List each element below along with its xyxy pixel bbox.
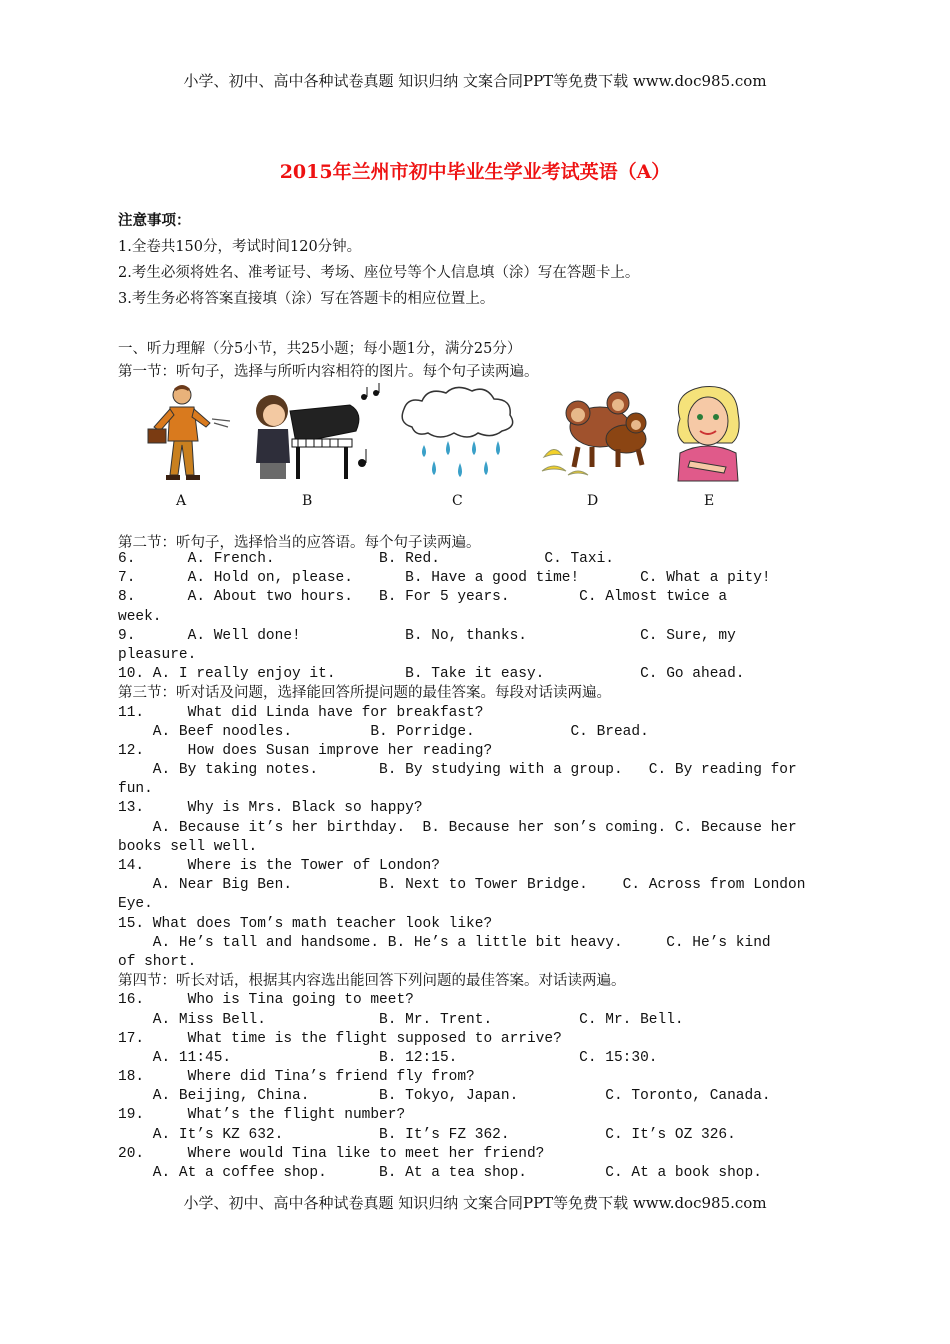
question-line: A. Because it’s her birthday. B. Because her son’s coming. C. Because her: [118, 819, 797, 836]
page-header: 小学、初中、高中各种试卷真题 知识归纳 文案合同PPT等免费下载 www.doc985.com: [183, 72, 767, 90]
question-line: A. He’s tall and handsome. B. He’s a little bit heavy. C. He’s kind: [118, 934, 771, 951]
question-line: A. Beijing, China. B. Tokyo, Japan. C. Toronto, Canada.: [118, 1088, 771, 1105]
note-item: 1.全卷共150分，考试时间120分钟。: [118, 239, 362, 255]
question-line: books sell well.: [118, 838, 258, 855]
question-line: 15. What does Tom’s math teacher look like?: [118, 915, 493, 932]
question-line: 17. What time is the flight supposed to arrive?: [118, 1030, 562, 1047]
rain-cloud-icon: [394, 383, 524, 483]
man-with-bag-icon: [140, 383, 240, 483]
question-line: A. At a coffee shop. B. At a tea shop. C. At a book shop.: [118, 1165, 762, 1181]
picture-label: B: [302, 493, 313, 509]
question-line: 19. What’s the flight number?: [118, 1107, 406, 1124]
question-line: 7. A. Hold on, please. B. Have a good time! C. What a pity!: [118, 570, 771, 587]
picture-label: E: [704, 493, 715, 509]
woman-icon: [666, 383, 750, 483]
question-line: 16. Who is Tina going to meet?: [118, 992, 414, 1009]
notes-heading: 注意事项：: [118, 212, 191, 229]
page-footer: 小学、初中、高中各种试卷真题 知识归纳 文案合同PPT等免费下载 www.doc985.com: [183, 1194, 767, 1212]
question-line: 6. A. French. B. Red. C. Taxi.: [118, 551, 614, 567]
question-line: A. By taking notes. B. By studying with a group. C. By reading for: [118, 762, 797, 779]
question-line: fun.: [118, 781, 153, 798]
question-line: A. Miss Bell. B. Mr. Trent. C. Mr. Bell.: [118, 1011, 684, 1028]
question-line: pleasure.: [118, 646, 197, 663]
part1-heading: 一、听力理解（分5小节，共25小题；每小题1分，满分25分）: [118, 341, 522, 357]
question-line: 18. Where did Tina’s friend fly from?: [118, 1069, 475, 1086]
question-line: week.: [118, 608, 162, 625]
question-line: A. Near Big Ben. B. Next to Tower Bridge. C. Across from London: [118, 877, 806, 894]
girl-piano-icon: [252, 383, 382, 483]
question-line: 12. How does Susan improve her reading?: [118, 742, 493, 759]
section2-instruction: 第二节：听句子，选择恰当的应答语。每个句子读两遍。: [118, 535, 481, 551]
note-item: 2.考生必须将姓名、准考证号、考场、座位号等个人信息填（涂）写在答题卡上。: [118, 265, 640, 281]
question-line: 14. Where is the Tower of London?: [118, 858, 440, 874]
section1-instruction: 第一节：听句子，选择与所听内容相符的图片。每个句子读两遍。: [118, 364, 539, 380]
question-line: 20. Where would Tina like to meet her friend?: [118, 1145, 545, 1162]
question-line: Eye.: [118, 896, 153, 913]
question-line: of short.: [118, 953, 197, 970]
question-line: 11. What did Linda have for breakfast?: [118, 704, 484, 721]
notes-block: [118, 208, 639, 312]
question-line: A. 11:45. B. 12:15. C. 15:30.: [118, 1049, 658, 1066]
note-item: 3.考生务必将答案直接填（涂）写在答题卡的相应位置上。: [118, 291, 495, 307]
picture-row: [118, 383, 818, 483]
question-line: A. Beef noodles. B. Porridge. C. Bread.: [118, 723, 649, 740]
question-line: 13. Why is Mrs. Black so happy?: [118, 800, 423, 817]
monkeys-icon: [538, 383, 658, 483]
question-line: 9. A. Well done! B. No, thanks. C. Sure, my: [118, 627, 736, 644]
picture-label: C: [452, 493, 463, 509]
picture-label: D: [587, 493, 599, 509]
answer-blanks-row: [118, 511, 808, 530]
question-block: [118, 550, 808, 1183]
section-instruction: 第三节：听对话及问题，选择能回答所提问题的最佳答案。每段对话读两遍。: [118, 685, 611, 702]
exam-title: 2015年兰州市初中毕业生学业考试英语（A）: [279, 161, 671, 183]
picture-label: A: [176, 493, 187, 509]
question-line: 8. A. About two hours. B. For 5 years. C. Almost twice a: [118, 589, 728, 606]
section-instruction: 第四节：听长对话，根据其内容选出能回答下列问题的最佳答案。对话读两遍。: [118, 973, 626, 990]
question-line: A. It’s KZ 632. B. It’s FZ 362. C. It’s OZ 326.: [118, 1126, 736, 1143]
question-line: 10. A. I really enjoy it. B. Take it easy. C. Go ahead.: [118, 666, 745, 683]
